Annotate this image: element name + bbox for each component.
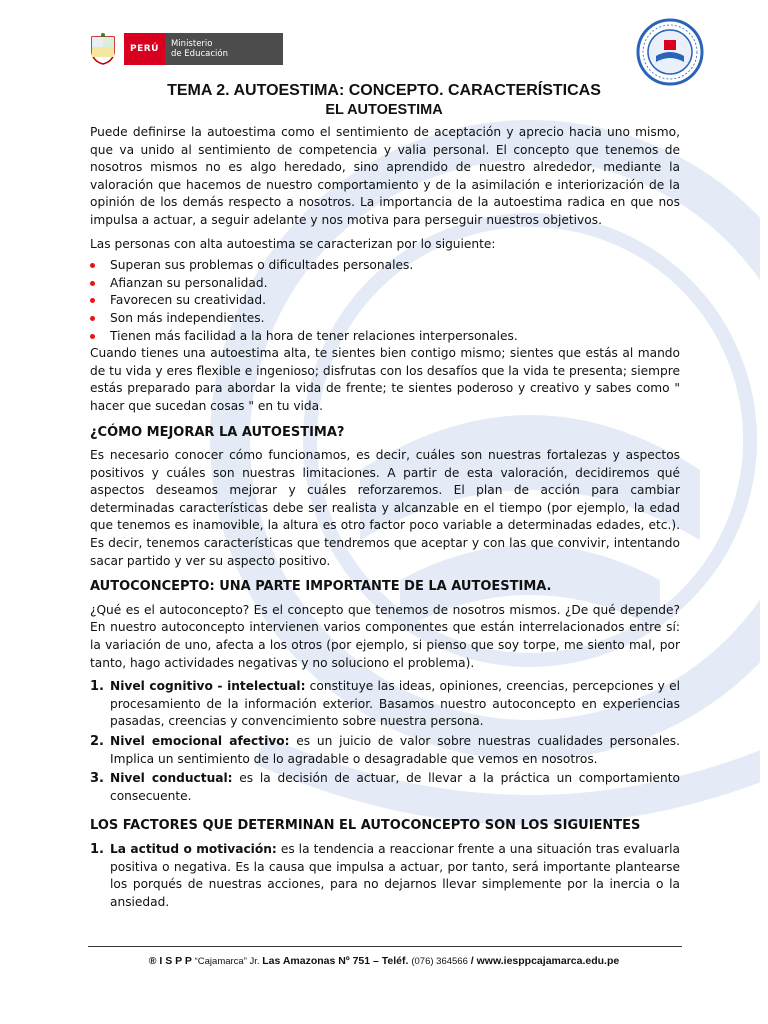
ministry-header [88, 32, 283, 66]
level-label: Nivel cognitivo - intelectual: [110, 679, 306, 694]
autoconcepto-paragraph: ¿Qué es el autoconcepto? Es el concepto que tenemos de nosotros mismos. ¿De qué depende? En nuestro autoconcepto intervienen varios componentes que están interrelacionados entre sí: la variación de uno, afecta a los otros (por ejemplo, si pienso que soy torpe, me siento mal, por tanto, hago actividades negativas y no soluciono el problema). [90, 602, 680, 670]
bullet-icon [90, 298, 95, 303]
bullet-icon [90, 334, 95, 339]
factores-list [90, 841, 680, 911]
list-number: 1. [90, 841, 104, 857]
peru-crest-icon [88, 33, 118, 65]
ministry-line-2: de Educación [170, 49, 228, 59]
footer-city: “Cajamarca” Jr. [194, 956, 263, 967]
page-subtitle: EL AUTOESTIMA [325, 102, 443, 118]
footer-divider [88, 946, 682, 947]
page-title: TEMA 2. AUTOESTIMA: CONCEPTO. CARACTERÍSTICAS [167, 82, 601, 99]
level-text: constituye las ideas, opiniones, creencias, percepciones y el procesamiento de la información exterior. Basamos nuestro autoconcepto en experiencias pasadas, creencias y convencimiento sobre nuestra persona. [110, 679, 680, 729]
list-number: 1. [90, 679, 104, 695]
list-number: 3. [90, 771, 104, 787]
heading-factores: LOS FACTORES QUE DETERMINAN EL AUTOCONCEPTO SON LOS SIGUIENTES [90, 818, 641, 834]
list-item: Afianzan su personalidad. [90, 275, 680, 293]
list-number: 2. [90, 734, 104, 749]
list-item [90, 770, 680, 805]
list-item: Favorecen su creatividad. [90, 292, 680, 310]
heading-autoconcepto: AUTOCONCEPTO: UNA PARTE IMPORTANTE DE LA AUTOESTIMA. [90, 579, 552, 595]
levels-list [90, 678, 680, 805]
factor-text: es la tendencia a reaccionar frente a una situación tras evaluarla positiva o negativa. Es la causa que impulsa a actuar, por tanto, será importante plantearse los porqués de nuestras acciones, para no dejarnos llevar simplemente por la inercia o la ansiedad. [110, 841, 680, 909]
footer-phone: (076) 364566 [411, 956, 468, 967]
list-item: Superan sus problemas o dificultades personales. [90, 257, 680, 275]
improve-paragraph: Es necesario conocer cómo funcionamos, es decir, cuáles son nuestras fortalezas y aspectos positivos y cuáles son nuestras limitaciones. A partir de esta valoración, decidiremos qué aspectos deseamos mejorar y cuáles reforzaremos. El plan de acción para cambiar determinadas características debe ser realista y alcanzable en el tiempo (por ejemplo, la edad que tenemos es inamovible, la altura es otro factor poco variable a determinadas edades, etc.). Es decir, tenemos características que tendremos que aceptar y con las que convivir, intentando sacar partido y ver su aspecto positivo. [90, 448, 680, 568]
level-label: Nivel emocional afectivo: [110, 734, 290, 748]
list-item [90, 841, 680, 911]
level-text: es un juicio de valor sobre nuestras cualidades personales. Implica un sentimiento de lo agradable o desagradable que vemos en nosotros. [110, 734, 680, 766]
footer-address: Las Amazonas Nº 751 – Teléf. [262, 955, 412, 967]
peru-label: PERÚ [124, 33, 165, 65]
bullet-icon [90, 281, 95, 286]
level-label: Nivel conductual: [110, 771, 233, 786]
high-esteem-list [90, 257, 680, 345]
bullet-icon [90, 263, 95, 268]
bullet-icon [90, 316, 95, 321]
list-item: Son más independientes. [90, 310, 680, 328]
footer-website: / www.iesppcajamarca.edu.pe [467, 955, 620, 967]
high-esteem-paragraph: Cuando tienes una autoestima alta, te sientes bien contigo mismo; sientes que estás al mando de tu vida y eres flexible e ingenioso; disfrutas con los desafíos que la vida te presenta; siempre estás preparado para abordar la vida de frente; te sientes poderoso y creativo y sabes como " hacer que sucedan cosas " en tu vida. [90, 346, 680, 413]
intro-paragraph: Puede definirse la autoestima como el sentimiento de aceptación y aprecio hacia uno mismo, que va unido al sentimiento de competencia y valia personal. El concepto que tenemos de nosotros mismos no es algo heredado, sino aprendido de nuestro alrededor, mediante la valoración que hacemos de nuestro comportamiento y de la asimilación e interiorización de la opinión de los demás respecto a nosotros. La importancia de la autoestima radica en que nos impulsa a actuar, a seguir adelante y nos motiva para perseguir nuestros objetivos. [90, 125, 680, 227]
ministry-label [165, 33, 283, 65]
institution-seal-icon [636, 18, 704, 86]
page-footer [0, 955, 768, 967]
factor-label: La actitud o motivación: [110, 841, 277, 856]
ministry-line-1: Ministerio [170, 39, 213, 49]
list-item: Tienen más facilidad a la hora de tener relaciones interpersonales. [90, 328, 680, 346]
level-text: es la decisión de actuar, de llevar a la práctica un comportamiento consecuente. [110, 771, 680, 803]
document-body [90, 124, 680, 913]
heading-improve: ¿CÓMO MEJORAR LA AUTOESTIMA? [90, 424, 345, 440]
high-esteem-intro: Las personas con alta autoestima se caracterizan por lo siguiente: [90, 236, 496, 251]
list-item [90, 678, 680, 731]
footer-institution: ® I S P P [148, 955, 195, 967]
list-item [90, 733, 680, 768]
